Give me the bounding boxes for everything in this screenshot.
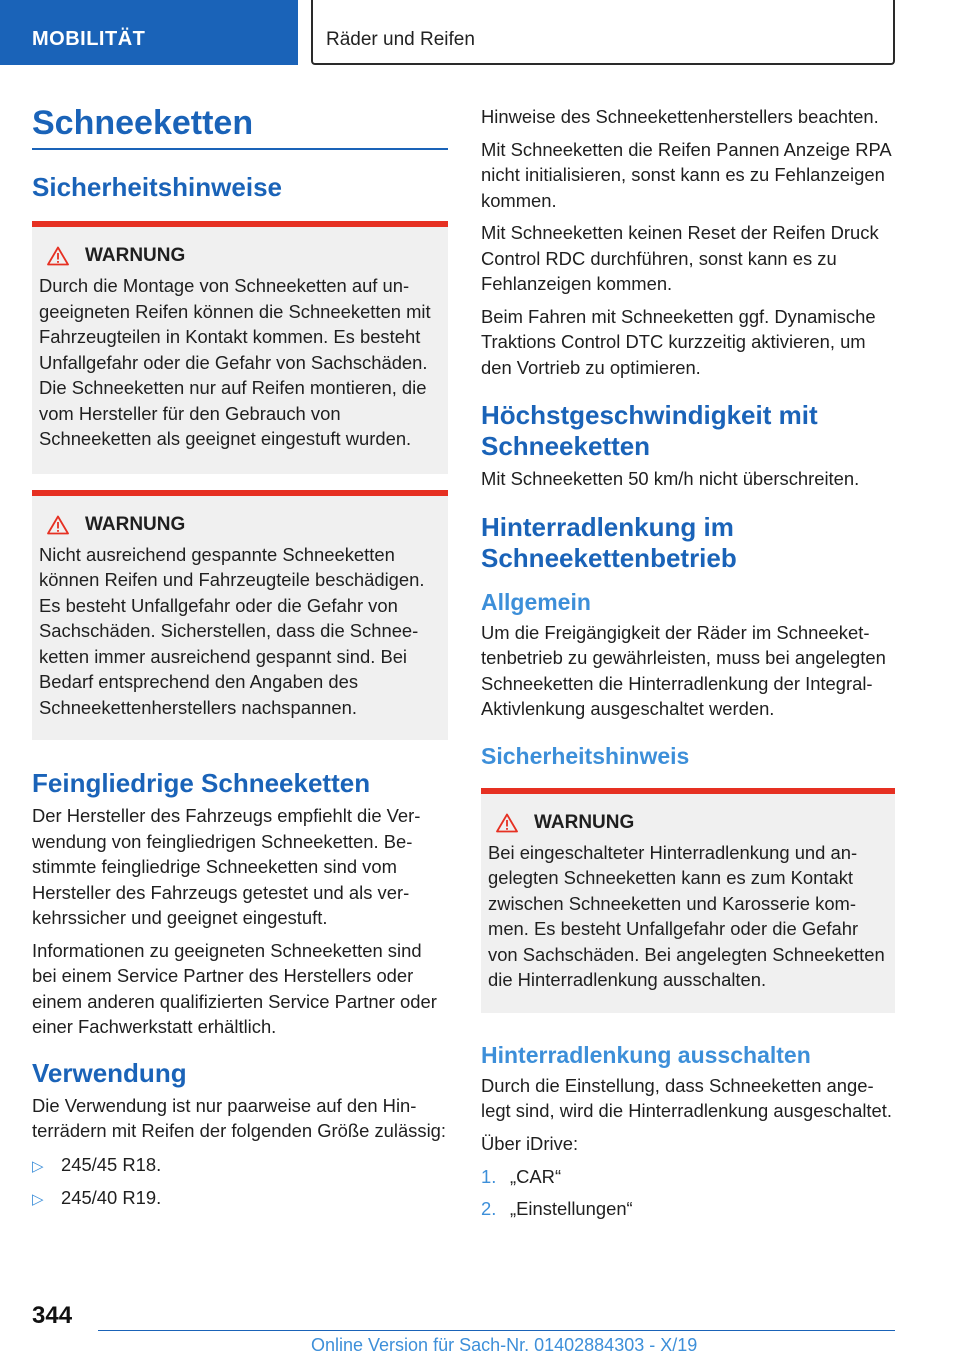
list-item: ▷ 245/45 R18.: [32, 1152, 448, 1180]
idrive-steps: [481, 1164, 895, 1221]
heading-safety-notes: Sicherheitshinweise: [32, 172, 282, 202]
bullet-triangle-icon: ▷: [32, 1157, 44, 1175]
warning-title: [39, 245, 440, 267]
heading-general: Allgemein: [481, 588, 591, 615]
heading-fine-chains: Feingliedrige Schneeketten: [32, 768, 371, 798]
heading-rear-steering: Hinterradlenkung im Schneekettenbetrieb: [481, 511, 737, 573]
paragraph-observe-manufacturer: Hinweise des Schneekettenherstellers beachten.: [481, 106, 879, 127]
section-title: MOBILITÄT: [32, 28, 146, 50]
warning-text: Bei eingeschalteter Hinterradlenkung und angelegten Schneeketten kann es zum Kontakt zwischen Schneeketten und Karosserie kommen. Es besteht Unfallgefahr oder die Gefahr von Sachschäden. Bei angelegten Schneeketten die Hinterradlenkung ausschalten.: [488, 841, 885, 990]
page-number: 344: [32, 1302, 73, 1329]
warning-triangle-icon: [47, 246, 69, 266]
paragraph-rdc: Mit Schneeketten keinen Reset der Reifen Druck Control RDC durchführen, sonst kann es zu Fehlanzeigen kommen.: [481, 222, 879, 294]
heading-usage: Verwendung: [32, 1057, 187, 1088]
paragraph-rpa: Mit Schneeketten die Reifen Pannen Anzeige RPA nicht initialisieren, sonst kann es zu Fehlanzeigen kommen.: [481, 138, 891, 211]
warning-box-mounting: [32, 221, 448, 474]
heading-switch-off-rear-steering: Hinterradlenkung ausschalten: [481, 1041, 811, 1068]
list-item: 2. „Einstellungen“: [481, 1197, 633, 1219]
page-title: Schneeketten: [32, 104, 254, 142]
warning-label: WARNUNG: [85, 245, 186, 266]
usage-paragraph: Die Verwendung ist nur paarweise auf den Hinterrädern mit Reifen der folgenden Größe zulässig:: [32, 1094, 446, 1141]
chapter-title: Räder und Reifen: [326, 29, 475, 50]
idrive-paragraph: Über iDrive:: [481, 1132, 579, 1154]
heading-safety-note: Sicherheitshinweis: [481, 742, 690, 769]
max-speed-paragraph: Mit Schneeketten 50 km/h nicht überschreiten.: [481, 468, 860, 489]
warning-triangle-icon: [496, 813, 518, 833]
footer-version-text: Online Version für Sach-Nr. 01402884303 - X/19: [311, 1335, 698, 1355]
warning-box-tension: [32, 490, 448, 741]
list-item: 1. „CAR“: [481, 1166, 562, 1187]
section-tab: [0, 0, 298, 65]
general-paragraph: Um die Freigängigkeit der Räder im Schneekettenbetrieb zu gewährleisten, muss bei angelegten Schneeketten die Hinterradlenkung der Integral-Aktivlenkung ausgeschaltet werden.: [481, 621, 886, 719]
warning-title: [488, 812, 887, 834]
list-item: ▷ 245/40 R19.: [32, 1185, 448, 1213]
warning-text: Nicht ausreichend gespannte Schneeketten können Reifen und Fahrzeugteile beschädigen. Es besteht Unfallgefahr oder die Gefahr von Sachschäden. Sicherstellen, dass die Schneeketten immer ausreichend gespannt sind. Bei Bedarf entsprechend den Angaben des Schneekettenherstellers nachspannen.: [39, 543, 425, 718]
warning-label: WARNUNG: [534, 811, 635, 833]
switch-off-paragraph: Durch die Einstellung, dass Schneeketten angelegt sind, wird die Hinterradlenkung ausgeschaltet.: [481, 1074, 892, 1121]
warning-box-rear-steering: [481, 788, 895, 1013]
warning-text: Durch die Montage von Schneeketten auf ungeeigneten Reifen können die Schneeketten mit Fahrzeugteilen in Kontakt kommen. Es besteht Unfallgefahr oder die Gefahr von Sachschäden. Die Schneeketten nur auf Reifen montieren, die vom Hersteller für den Gebrauch von Schneeketten als geeignet eingestuft wurden.: [39, 275, 431, 449]
warning-title: [39, 514, 440, 536]
fine-chains-paragraph-1: Der Hersteller des Fahrzeugs empfiehlt die Verwendung von feingliedrigen Schneeketten. Bestimmte feingliedrige Schneeketten sind vom Hersteller des Fahrzeugs getestet und als verkehrssicher und geeignet eingestuft.: [32, 805, 421, 928]
footer-divider: [98, 1330, 895, 1331]
warning-triangle-icon: [47, 515, 69, 535]
left-column: [32, 100, 448, 1219]
tire-size-list: [32, 1152, 448, 1213]
right-column: [481, 104, 895, 1227]
bullet-triangle-icon: ▷: [32, 1191, 44, 1208]
chapter-tab: [311, 0, 895, 65]
heading-max-speed: Höchstgeschwindigkeit mit Schneeketten: [481, 400, 818, 461]
title-divider: [32, 148, 448, 150]
paragraph-dtc: Beim Fahren mit Schneeketten ggf. Dynamische Traktions Control DTC kurzzeitig aktivieren, um den Vortrieb zu optimieren.: [481, 305, 876, 378]
fine-chains-paragraph-2: Informationen zu geeigneten Schneeketten sind bei einem Service Partner des Herstellers oder einem anderen qualifizierten Service Partner oder einer Fachwerkstatt erhältlich.: [32, 939, 437, 1037]
warning-label: WARNUNG: [85, 513, 186, 535]
